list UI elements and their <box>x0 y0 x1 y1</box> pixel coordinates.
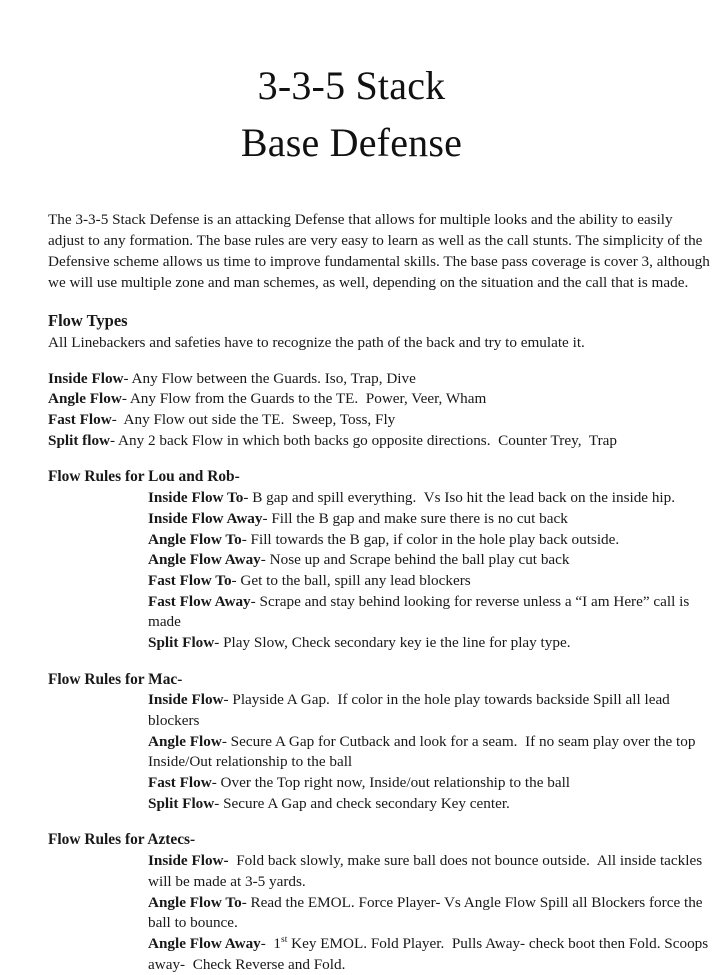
title-line-2: Base Defense <box>240 119 463 165</box>
rule-item <box>148 794 713 815</box>
rule-term: Inside Flow <box>148 691 224 709</box>
rule-item <box>148 851 713 892</box>
rule-description: - Get to the ball, spill any lead blockers <box>231 571 471 589</box>
rule-item <box>148 571 713 592</box>
rule-description-pre: - 1 <box>260 934 282 952</box>
rules-list <box>148 851 713 975</box>
rule-description: - Read the EMOL. Force Player- Vs Angle Flow Spill all Blockers force the ball to bounce. <box>148 893 707 932</box>
rule-item <box>148 732 713 773</box>
rule-term: Split Flow <box>148 794 215 812</box>
rule-item <box>148 690 713 731</box>
rules-list <box>148 690 713 814</box>
flow-type-item <box>48 431 713 452</box>
rule-description: - Fill the B gap and make sure there is no cut back <box>262 509 568 527</box>
rule-description: - Fill towards the B gap, if color in the hole play back outside. <box>241 530 620 548</box>
rules-section-heading: Flow Rules for Mac- <box>48 670 183 688</box>
flow-type-term: Angle Flow <box>48 390 122 408</box>
document-title <box>48 0 710 172</box>
rule-term: Fast Flow <box>148 774 212 792</box>
flow-type-description: - Any Flow out side the TE. Sweep, Toss, Fly <box>111 411 396 429</box>
flow-type-term: Inside Flow <box>48 369 124 387</box>
rule-term: Inside Flow To <box>148 489 244 507</box>
rule-description: - Secure A Gap for Cutback and look for a seam. If no seam play over the top Inside/Out relationship to the ball <box>148 732 700 771</box>
flow-types-subtitle: All Linebackers and safeties have to recognize the path of the back and try to emulate it. <box>48 333 585 351</box>
rule-term: Angle Flow <box>148 732 222 750</box>
flow-types-heading: Flow Types <box>48 311 128 331</box>
flow-type-item <box>48 389 713 410</box>
title-line-1: 3-3-5 Stack <box>257 63 446 108</box>
rule-sections <box>48 467 710 975</box>
flow-type-term: Fast Flow <box>48 411 112 429</box>
rule-ordinal-superscript: st <box>281 934 288 945</box>
rule-item <box>148 934 713 975</box>
rule-item <box>148 592 713 633</box>
rule-term: Angle Flow Away <box>148 934 261 952</box>
rule-term: Angle Flow To <box>148 893 242 911</box>
rule-item <box>148 550 713 571</box>
rules-list <box>148 488 713 653</box>
flow-type-description: - Any Flow from the Guards to the TE. Power, Veer, Wham <box>121 390 487 408</box>
rule-term: Fast Flow To <box>148 571 232 589</box>
rule-description-post: Key EMOL. Fold Player. Pulls Away- check boot then Fold. Scoops away- Check Reverse and Fold. <box>148 934 712 973</box>
rule-term: Inside Flow- <box>148 852 229 870</box>
rule-term: Inside Flow Away <box>148 509 263 527</box>
flow-type-item <box>48 369 713 390</box>
rule-item <box>148 530 713 551</box>
rule-description: - Play Slow, Check secondary key ie the line for play type. <box>214 633 571 651</box>
rule-item <box>148 893 713 934</box>
rule-description: - Playside A Gap. If color in the hole play towards backside Spill all lead blockers <box>148 691 674 730</box>
rule-description: - Nose up and Scrape behind the ball play cut back <box>260 551 570 569</box>
flow-type-term: Split flow <box>48 431 111 449</box>
rule-description: - Secure A Gap and check secondary Key center. <box>214 794 510 812</box>
rule-item <box>148 633 713 654</box>
rules-section-heading: Flow Rules for Lou and Rob- <box>48 468 240 486</box>
rule-item <box>148 773 713 794</box>
flow-type-item <box>48 410 713 431</box>
rules-section-heading: Flow Rules for Aztecs- <box>48 831 196 849</box>
rule-term: Angle Flow Away <box>148 551 261 569</box>
rule-item <box>148 488 713 509</box>
rule-description: Fold back slowly, make sure ball does not bounce outside. All inside tackles will be made at 3-5 yards. <box>148 852 706 890</box>
rule-description: - B gap and spill everything. Vs Iso hit the lead back on the inside hip. <box>243 489 676 507</box>
rule-term: Angle Flow To <box>148 530 242 548</box>
rule-description: - Over the Top right now, Inside/out relationship to the ball <box>211 774 571 792</box>
rule-item <box>148 509 713 530</box>
intro-paragraph: The 3-3-5 Stack Defense is an attacking Defense that allows for multiple looks and the ability to easily adjust to any formation. The base rules are very easy to learn as well as the call stunts. The simplicity of the Defensive scheme allows us time to improve fundamental skills. The base pass coverage is cover 3, although we will use multiple zone and man schemes, as well, depending on the situation and the call that is made. <box>48 210 710 291</box>
flow-type-description: - Any Flow between the Guards. Iso, Trap, Dive <box>123 369 416 387</box>
rule-description: - Scrape and stay behind looking for reverse unless a “I am Here” call is made <box>148 592 694 631</box>
flow-type-description: - Any 2 back Flow in which both backs go opposite directions. Counter Trey, Trap <box>110 431 617 449</box>
rule-term: Split Flow <box>148 633 215 651</box>
rule-term: Fast Flow Away <box>148 592 251 610</box>
flow-types-list <box>48 369 713 452</box>
